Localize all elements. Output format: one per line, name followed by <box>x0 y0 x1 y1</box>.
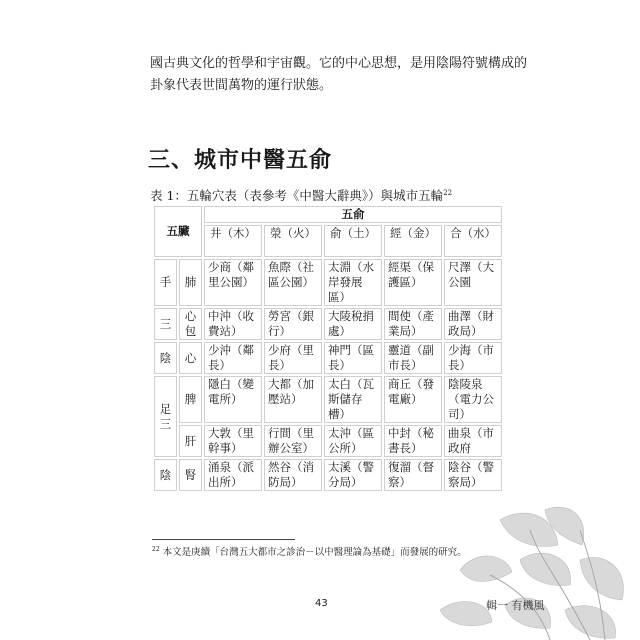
table-cell: 太白（瓦斯儲存槽） <box>324 376 382 423</box>
element-header: 合（水） <box>444 225 502 257</box>
table-cell: 大陵稅捐處） <box>324 308 382 340</box>
table-cell: 隱白（變電所） <box>204 376 262 423</box>
table-row <box>154 259 502 306</box>
intro-line-2: 卦象代表世間萬物的運行狀態。 <box>150 78 333 93</box>
table-cell: 尺澤（大公園 <box>444 259 502 306</box>
page-number: 43 <box>315 598 328 609</box>
table-row <box>154 376 502 423</box>
table-cell: 經渠（保護區） <box>384 259 442 306</box>
intro-line-1: 國古典文化的哲學和宇宙觀。它的中心思想，是用陰陽符號構成的 <box>150 56 528 71</box>
table-caption-text: 表 1：五輪穴表（表參考《中醫大辭典》）與城市五輪 <box>150 188 444 203</box>
table-cell: 陰谷（警察局） <box>444 459 502 491</box>
table-cell: 少海（市長） <box>444 342 502 374</box>
organ-label: 心 <box>179 342 202 374</box>
organ-label: 腎 <box>179 459 202 491</box>
footnote-text: 本文是庚續「台灣五大都市之診治－以中醫理論為基礎」而發展的研究。 <box>162 547 467 558</box>
element-header: 滎（火） <box>264 225 322 257</box>
table-row <box>154 425 502 457</box>
table-cell: 大敦（里幹事） <box>204 425 262 457</box>
table-cell: 商丘（發電廠） <box>384 376 442 423</box>
table-cell: 勞宮（銀行） <box>264 308 322 340</box>
table-cell: 少府（里長） <box>264 342 322 374</box>
table-caption <box>150 186 452 204</box>
intro-paragraph <box>150 53 528 97</box>
running-header: 輯一 有機風 <box>486 599 545 612</box>
table-cell: 太溪（警分局） <box>324 459 382 491</box>
element-header: 俞（土） <box>324 225 382 257</box>
table-cell: 太沖（區公所） <box>324 425 382 457</box>
table-cell: 涌泉（派出所） <box>204 459 262 491</box>
table-header-row <box>154 206 502 223</box>
meridian-label: 足三 <box>154 376 177 457</box>
organ-label: 心包 <box>179 308 202 340</box>
footnote-marker: 22 <box>152 545 160 553</box>
table-cell: 神門（區長） <box>324 342 382 374</box>
table-cell: 魚際（社區公園） <box>264 259 322 306</box>
organ-label: 脾 <box>179 376 202 423</box>
meridian-label: 陰 <box>154 342 177 374</box>
table-cell: 復溜（督察） <box>384 459 442 491</box>
table-cell: 間使（產業局） <box>384 308 442 340</box>
footnote <box>152 544 467 558</box>
footnote-ref: 22 <box>443 188 453 197</box>
leaf-decoration <box>430 500 640 640</box>
table-cell: 太淵（水岸發展區） <box>324 259 382 306</box>
five-shu-table <box>152 204 504 493</box>
organ-label: 肝 <box>179 425 202 457</box>
element-header-row <box>154 225 502 257</box>
table-row <box>154 308 502 340</box>
shu-header: 五俞 <box>204 206 502 223</box>
table-row <box>154 342 502 374</box>
footnote-divider <box>152 539 295 540</box>
organ-label: 肺 <box>179 259 202 306</box>
table-cell: 中封（秘書長） <box>384 425 442 457</box>
table-cell: 少沖（鄰長） <box>204 342 262 374</box>
meridian-label: 手 <box>154 259 177 306</box>
table-cell: 陰陵泉（電力公司） <box>444 376 502 423</box>
table-cell: 曲泉（市政府 <box>444 425 502 457</box>
table-cell: 靈道（副市長） <box>384 342 442 374</box>
table-row <box>154 459 502 491</box>
element-header: 井（木） <box>204 225 262 257</box>
meridian-label: 三 <box>154 308 177 340</box>
element-header: 經（金） <box>384 225 442 257</box>
table-cell: 曲澤（財政局） <box>444 308 502 340</box>
table-cell: 然谷（消防局） <box>264 459 322 491</box>
table-cell: 大都（加壓站） <box>264 376 322 423</box>
table-cell: 行間（里辦公室） <box>264 425 322 457</box>
zang-header: 五臟 <box>154 206 202 257</box>
table-cell: 少商（鄰里公園） <box>204 259 262 306</box>
table-cell: 中沖（收費站） <box>204 308 262 340</box>
meridian-label: 陰 <box>154 459 177 491</box>
section-title: 三、城市中醫五俞 <box>148 148 333 173</box>
